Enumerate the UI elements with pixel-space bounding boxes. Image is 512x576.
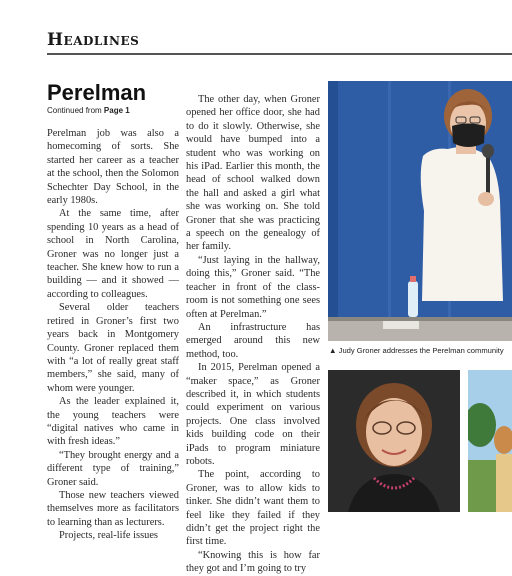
continued-prefix: Continued from — [47, 106, 104, 115]
paragraph: The other day, when Groner opened her office door, she had to do it slowly. Otherwise, she would have bumped into a student who was working on his iPad. Earlier this month, the head of school walked down the hall and asked a girl what she was working on. She told Groner that she was practicing a speech on the genealogy of her family. — [186, 94, 320, 253]
caption-triangle-icon: ▲ — [329, 346, 337, 355]
outdoor-illustration — [468, 370, 512, 512]
paragraph: In 2015, Perelman opened a “maker space,” as Groner described it, in which students could experiment on various projects. One class involved kids building code on their iPads to program miniature robots. — [186, 362, 320, 467]
paragraph: “Knowing this is how far they got and I’m going to try — [186, 549, 320, 575]
paragraph: Perelman job was also a homecoming of sorts. She started her career as a teacher at the school, then the Solomon Schechter Day School, in the early 1980s. — [47, 128, 179, 207]
article-column-2 — [186, 93, 320, 576]
portrait-photo — [328, 370, 460, 512]
article-column-1 — [47, 127, 179, 543]
article-headline: Perelman — [47, 80, 147, 105]
section-rule — [47, 53, 512, 55]
paragraph: Projects, real-life issues — [59, 530, 158, 542]
photo-caption — [329, 346, 512, 355]
paragraph: “They brought energy and a different type of training,” Groner said. — [47, 449, 179, 488]
speaker-photo-illustration — [328, 81, 512, 341]
paragraph: At the same time, after spending 10 years as a head of school in North Carolina, Groner was no longer just a teacher. She knew how to run a building — and it showed — according to colleagues. — [47, 208, 179, 300]
section-header: Headlines — [47, 30, 140, 50]
paragraph: As the leader explained it, the young teachers were “digital natives who came in with fresh ideas.” — [47, 396, 179, 448]
paragraph: Those new teachers viewed themselves more as facilitators to learning than as lecturers. — [47, 489, 179, 528]
outdoor-photo — [468, 370, 512, 512]
paragraph: The point, according to Groner, was to allow kids to tinker. She didn’t want them to feel like they failed if they didn’t get the project right the first time. — [186, 469, 320, 548]
continued-page-link[interactable]: Page 1 — [103, 106, 130, 115]
speaker-photo — [328, 81, 512, 341]
portrait-illustration — [328, 370, 460, 512]
paragraph: Several older teachers retired in Groner’s first two years back in Montgomery County. Groner replaced them with “a lot of really great staff members,” she said, many of whom were younger. — [47, 302, 179, 394]
paragraph: An infrastructure has emerged around this new method, too. — [186, 321, 320, 360]
continued-line — [47, 106, 130, 115]
paragraph: “Just laying in the hallway, doing this,” Groner said. “The teacher in front of the class-room is not something one sees often at Perelman.” — [186, 254, 320, 320]
caption-text: Judy Groner addresses the Perelman community — [338, 346, 504, 355]
